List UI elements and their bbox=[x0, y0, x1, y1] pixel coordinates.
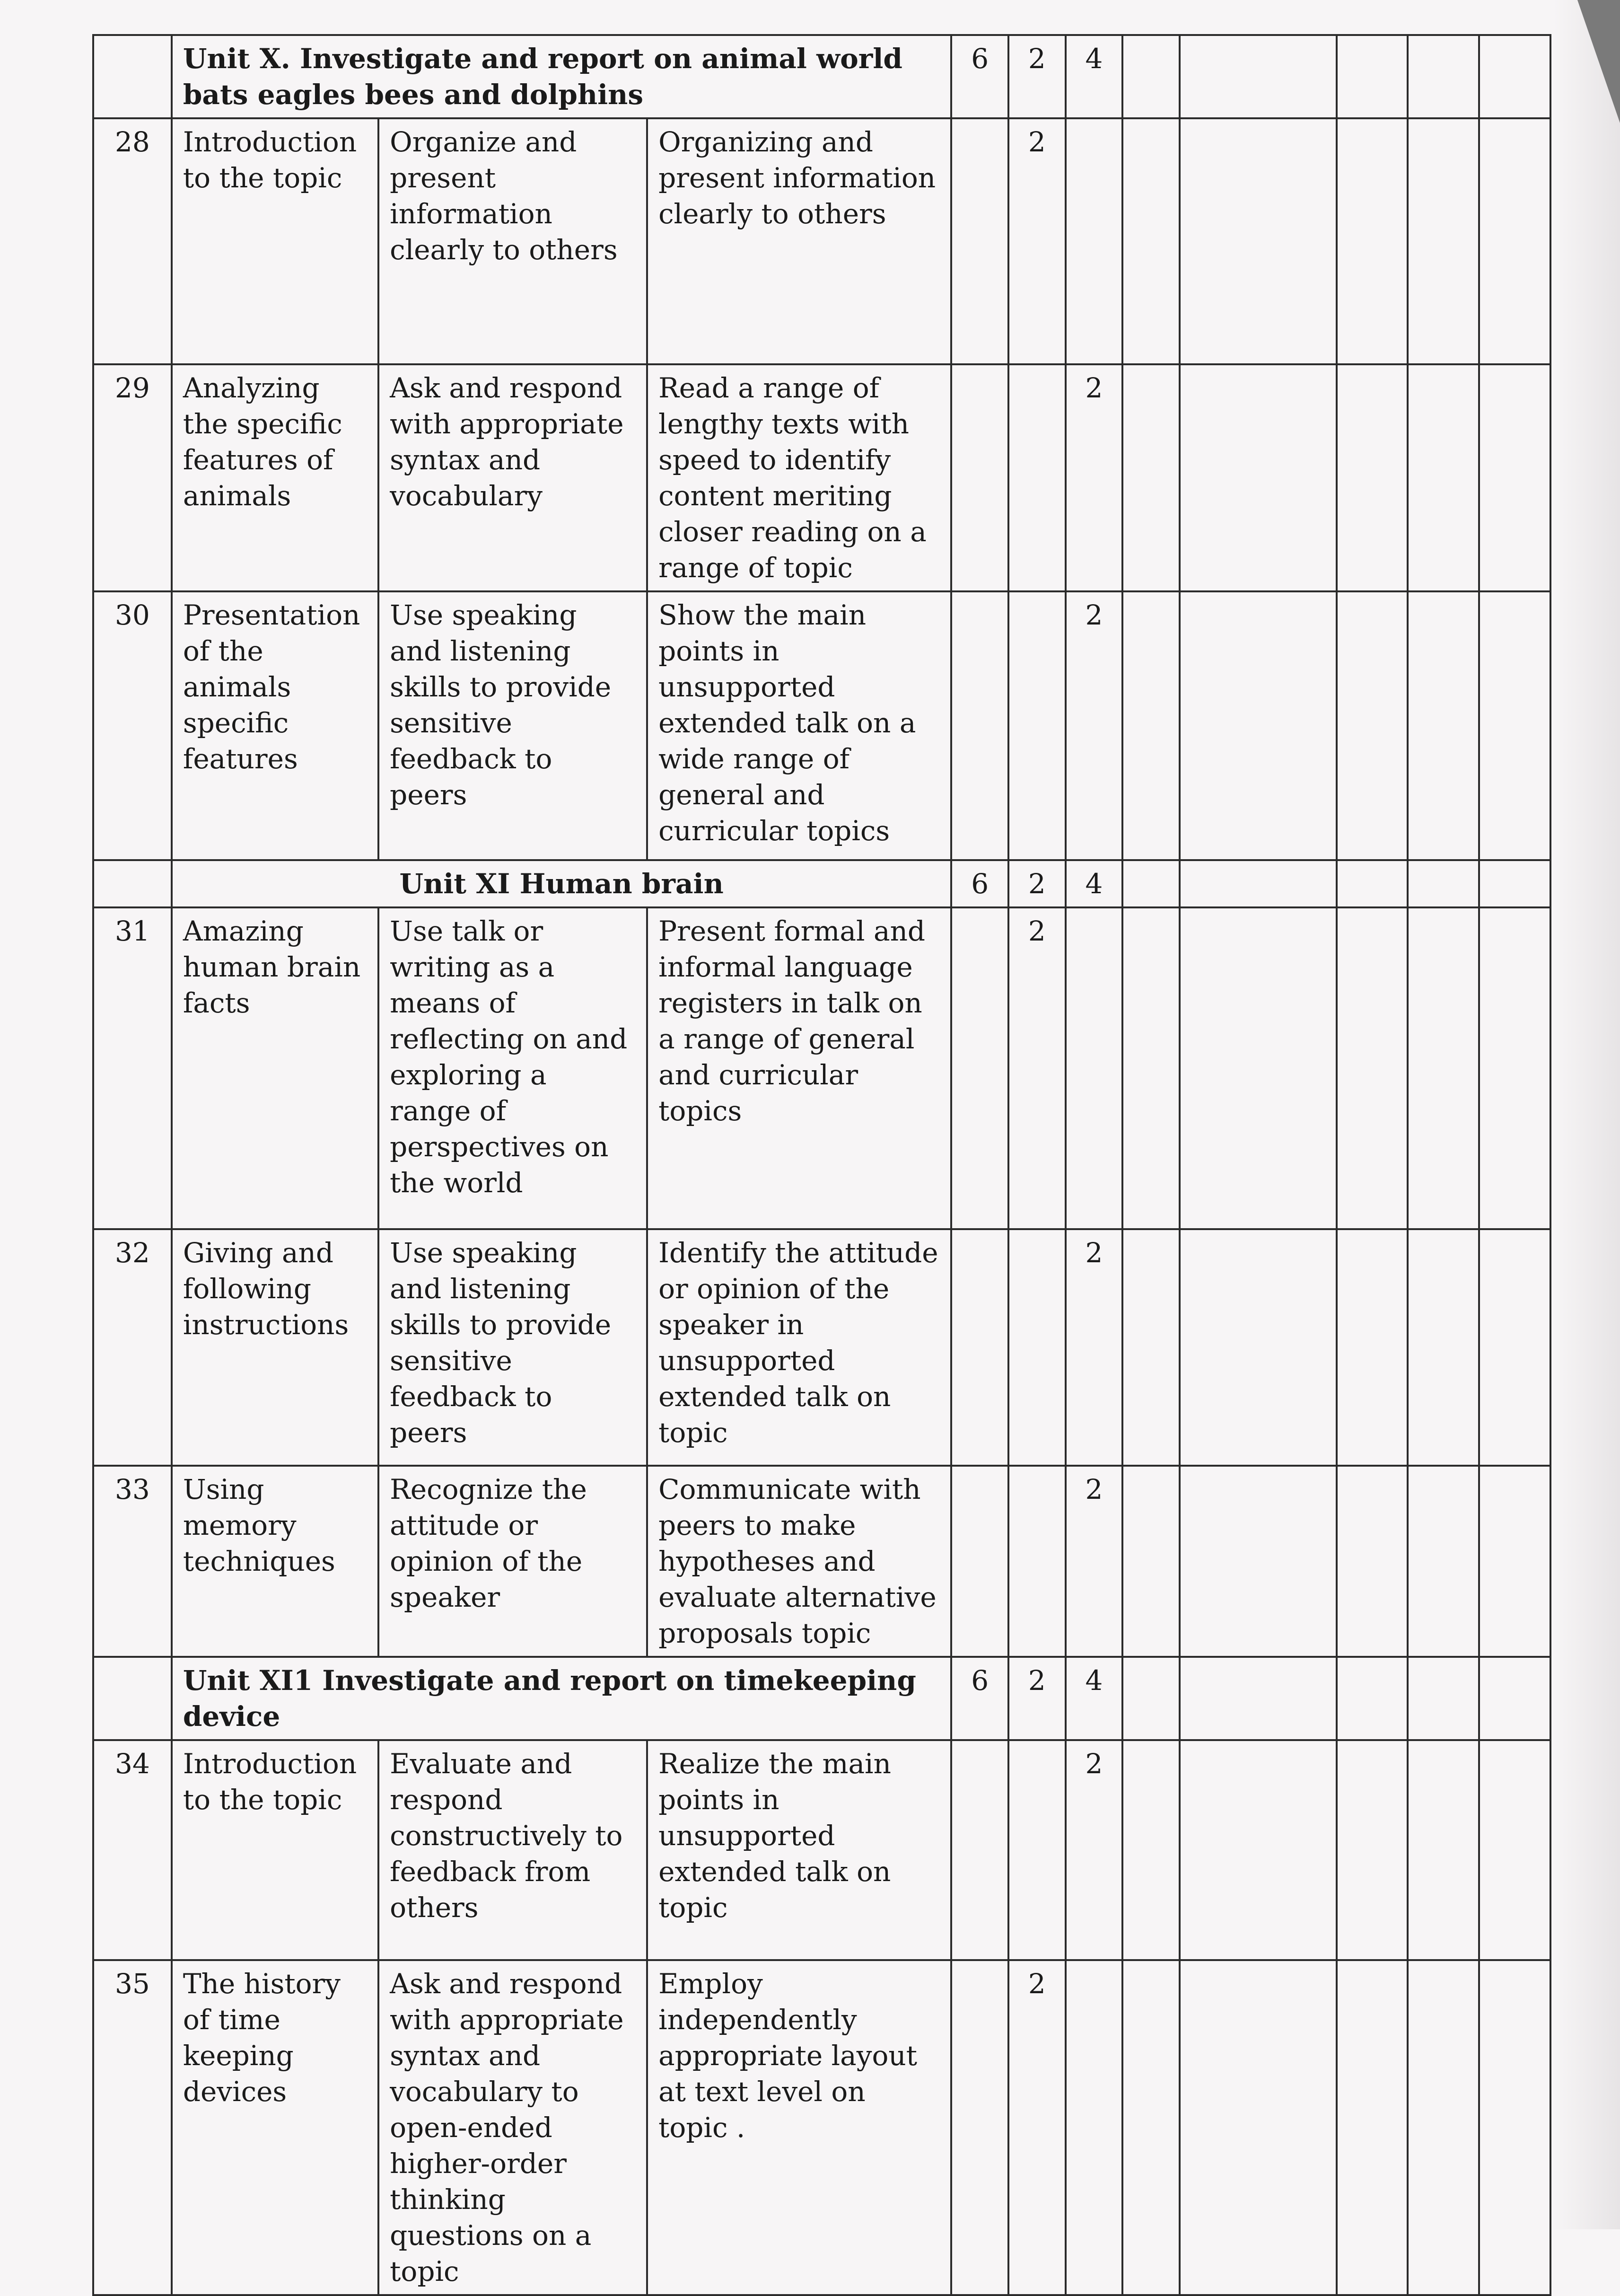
lesson-row bbox=[93, 907, 1550, 1229]
unit-hours-1: 2 bbox=[1008, 1657, 1066, 1740]
learning-outcome: Organizing and present information clearly to others bbox=[647, 118, 951, 364]
practice-hours bbox=[1066, 907, 1123, 1229]
empty-cell bbox=[1180, 907, 1337, 1229]
learning-objective: Use speaking and listening skills to provide sensitive feedback to peers bbox=[378, 591, 647, 860]
lesson-row bbox=[93, 118, 1550, 364]
unit-header-row bbox=[93, 1657, 1550, 1740]
empty-cell bbox=[1122, 118, 1180, 364]
practice-hours bbox=[1066, 118, 1123, 364]
empty-cell bbox=[1479, 1229, 1550, 1466]
total-hours-cell bbox=[951, 1466, 1008, 1657]
empty-cell bbox=[1337, 364, 1408, 591]
lesson-number: 31 bbox=[93, 907, 172, 1229]
empty-cell bbox=[1122, 860, 1180, 907]
lesson-topic: Introduction to the topic bbox=[172, 118, 378, 364]
unit-title: Unit X. Investigate and report on animal world bats eagles bees and dolphins bbox=[172, 35, 952, 118]
learning-outcome: Present formal and informal language registers in talk on a range of general and curricular topics bbox=[647, 907, 951, 1229]
empty-cell bbox=[1408, 860, 1479, 907]
practice-hours: 2 bbox=[1066, 364, 1123, 591]
theory-hours: 2 bbox=[1008, 1960, 1066, 2295]
empty-cell bbox=[1122, 364, 1180, 591]
empty-cell bbox=[1180, 1466, 1337, 1657]
learning-objective: Use talk or writing as a means of reflecting on and exploring a range of perspectives on the world bbox=[378, 907, 647, 1229]
empty-cell bbox=[1408, 35, 1479, 118]
empty-cell bbox=[1479, 907, 1550, 1229]
theory-hours bbox=[1008, 1466, 1066, 1657]
empty-cell bbox=[1408, 364, 1479, 591]
unit-total-hours: 6 bbox=[951, 860, 1008, 907]
learning-outcome: Communicate with peers to make hypotheses and evaluate alternative proposals topic bbox=[647, 1466, 951, 1657]
empty-cell bbox=[1180, 591, 1337, 860]
unit-title: Unit XI1 Investigate and report on timekeeping device bbox=[172, 1657, 952, 1740]
unit-hours-2: 4 bbox=[1066, 35, 1123, 118]
unit-title: Unit XI Human brain bbox=[172, 860, 952, 907]
lesson-number: 30 bbox=[93, 591, 172, 860]
unit-total-hours: 6 bbox=[951, 1657, 1008, 1740]
learning-outcome: Realize the main points in unsupported extended talk on topic bbox=[647, 1740, 951, 1960]
lesson-number: 32 bbox=[93, 1229, 172, 1466]
total-hours-cell bbox=[951, 1960, 1008, 2295]
lesson-number: 29 bbox=[93, 364, 172, 591]
empty-cell bbox=[1337, 860, 1408, 907]
unit-hours-1: 2 bbox=[1008, 860, 1066, 907]
empty-cell bbox=[1337, 1960, 1408, 2295]
unit-total-hours: 6 bbox=[951, 35, 1008, 118]
empty-cell bbox=[1180, 860, 1337, 907]
learning-objective: Ask and respond with appropriate syntax and vocabulary bbox=[378, 364, 647, 591]
unit-number-cell bbox=[93, 860, 172, 907]
theory-hours bbox=[1008, 1229, 1066, 1466]
total-hours-cell bbox=[951, 364, 1008, 591]
empty-cell bbox=[1180, 364, 1337, 591]
theory-hours bbox=[1008, 364, 1066, 591]
practice-hours: 2 bbox=[1066, 591, 1123, 860]
page-edge-shadow bbox=[1554, 0, 1620, 2229]
folded-corner bbox=[1577, 0, 1620, 123]
empty-cell bbox=[1180, 118, 1337, 364]
empty-cell bbox=[1337, 1466, 1408, 1657]
empty-cell bbox=[1479, 1740, 1550, 1960]
empty-cell bbox=[1479, 118, 1550, 364]
unit-number-cell bbox=[93, 35, 172, 118]
empty-cell bbox=[1180, 1229, 1337, 1466]
unit-header-row bbox=[93, 860, 1550, 907]
learning-outcome: Identify the attitude or opinion of the speaker in unsupported extended talk on topic bbox=[647, 1229, 951, 1466]
lesson-number: 35 bbox=[93, 1960, 172, 2295]
empty-cell bbox=[1408, 1740, 1479, 1960]
learning-objective: Organize and present information clearly to others bbox=[378, 118, 647, 364]
learning-objective: Recognize the attitude or opinion of the speaker bbox=[378, 1466, 647, 1657]
learning-outcome: Read a range of lengthy texts with speed to identify content meriting closer reading on a range of topic bbox=[647, 364, 951, 591]
lesson-topic: Introduction to the topic bbox=[172, 1740, 378, 1960]
unit-header-row bbox=[93, 35, 1550, 118]
empty-cell bbox=[1479, 1657, 1550, 1740]
lesson-plan-table bbox=[92, 34, 1551, 2296]
empty-cell bbox=[1337, 1657, 1408, 1740]
total-hours-cell bbox=[951, 1229, 1008, 1466]
empty-cell bbox=[1337, 1740, 1408, 1960]
empty-cell bbox=[1408, 1229, 1479, 1466]
lesson-row bbox=[93, 1740, 1550, 1960]
lesson-topic: Analyzing the specific features of animals bbox=[172, 364, 378, 591]
lesson-topic: Using memory techniques bbox=[172, 1466, 378, 1657]
practice-hours: 2 bbox=[1066, 1229, 1123, 1466]
empty-cell bbox=[1122, 1466, 1180, 1657]
theory-hours bbox=[1008, 1740, 1066, 1960]
theory-hours: 2 bbox=[1008, 118, 1066, 364]
learning-outcome: Show the main points in unsupported extended talk on a wide range of general and curricular topics bbox=[647, 591, 951, 860]
learning-objective: Ask and respond with appropriate syntax and vocabulary to open-ended higher-order thinking questions on a topic bbox=[378, 1960, 647, 2295]
empty-cell bbox=[1337, 35, 1408, 118]
lesson-topic: Giving and following instructions bbox=[172, 1229, 378, 1466]
unit-hours-2: 4 bbox=[1066, 1657, 1123, 1740]
empty-cell bbox=[1337, 118, 1408, 364]
lesson-topic: Amazing human brain facts bbox=[172, 907, 378, 1229]
empty-cell bbox=[1479, 860, 1550, 907]
empty-cell bbox=[1122, 1960, 1180, 2295]
total-hours-cell bbox=[951, 118, 1008, 364]
lesson-row bbox=[93, 1229, 1550, 1466]
lesson-number: 34 bbox=[93, 1740, 172, 1960]
empty-cell bbox=[1122, 35, 1180, 118]
empty-cell bbox=[1122, 591, 1180, 860]
empty-cell bbox=[1408, 1657, 1479, 1740]
empty-cell bbox=[1479, 1960, 1550, 2295]
learning-objective: Use speaking and listening skills to provide sensitive feedback to peers bbox=[378, 1229, 647, 1466]
empty-cell bbox=[1408, 1466, 1479, 1657]
learning-objective: Evaluate and respond constructively to feedback from others bbox=[378, 1740, 647, 1960]
empty-cell bbox=[1408, 907, 1479, 1229]
lesson-row bbox=[93, 364, 1550, 591]
theory-hours: 2 bbox=[1008, 907, 1066, 1229]
empty-cell bbox=[1479, 1466, 1550, 1657]
lesson-row bbox=[93, 1466, 1550, 1657]
empty-cell bbox=[1408, 1960, 1479, 2295]
empty-cell bbox=[1337, 907, 1408, 1229]
practice-hours: 2 bbox=[1066, 1740, 1123, 1960]
lesson-topic: The history of time keeping devices bbox=[172, 1960, 378, 2295]
empty-cell bbox=[1479, 591, 1550, 860]
lesson-number: 33 bbox=[93, 1466, 172, 1657]
empty-cell bbox=[1122, 907, 1180, 1229]
empty-cell bbox=[1479, 35, 1550, 118]
empty-cell bbox=[1337, 1229, 1408, 1466]
empty-cell bbox=[1180, 35, 1337, 118]
total-hours-cell bbox=[951, 907, 1008, 1229]
practice-hours: 2 bbox=[1066, 1466, 1123, 1657]
lesson-topic: Presentation of the animals specific features bbox=[172, 591, 378, 860]
theory-hours bbox=[1008, 591, 1066, 860]
practice-hours bbox=[1066, 1960, 1123, 2295]
empty-cell bbox=[1479, 364, 1550, 591]
empty-cell bbox=[1337, 591, 1408, 860]
empty-cell bbox=[1122, 1740, 1180, 1960]
empty-cell bbox=[1180, 1740, 1337, 1960]
empty-cell bbox=[1180, 1657, 1337, 1740]
lesson-row bbox=[93, 591, 1550, 860]
lesson-row bbox=[93, 1960, 1550, 2295]
total-hours-cell bbox=[951, 1740, 1008, 1960]
unit-number-cell bbox=[93, 1657, 172, 1740]
lesson-number: 28 bbox=[93, 118, 172, 364]
unit-hours-1: 2 bbox=[1008, 35, 1066, 118]
total-hours-cell bbox=[951, 591, 1008, 860]
learning-outcome: Employ independently appropriate layout at text level on topic . bbox=[647, 1960, 951, 2295]
empty-cell bbox=[1408, 591, 1479, 860]
unit-hours-2: 4 bbox=[1066, 860, 1123, 907]
empty-cell bbox=[1122, 1657, 1180, 1740]
empty-cell bbox=[1122, 1229, 1180, 1466]
empty-cell bbox=[1408, 118, 1479, 364]
empty-cell bbox=[1180, 1960, 1337, 2295]
